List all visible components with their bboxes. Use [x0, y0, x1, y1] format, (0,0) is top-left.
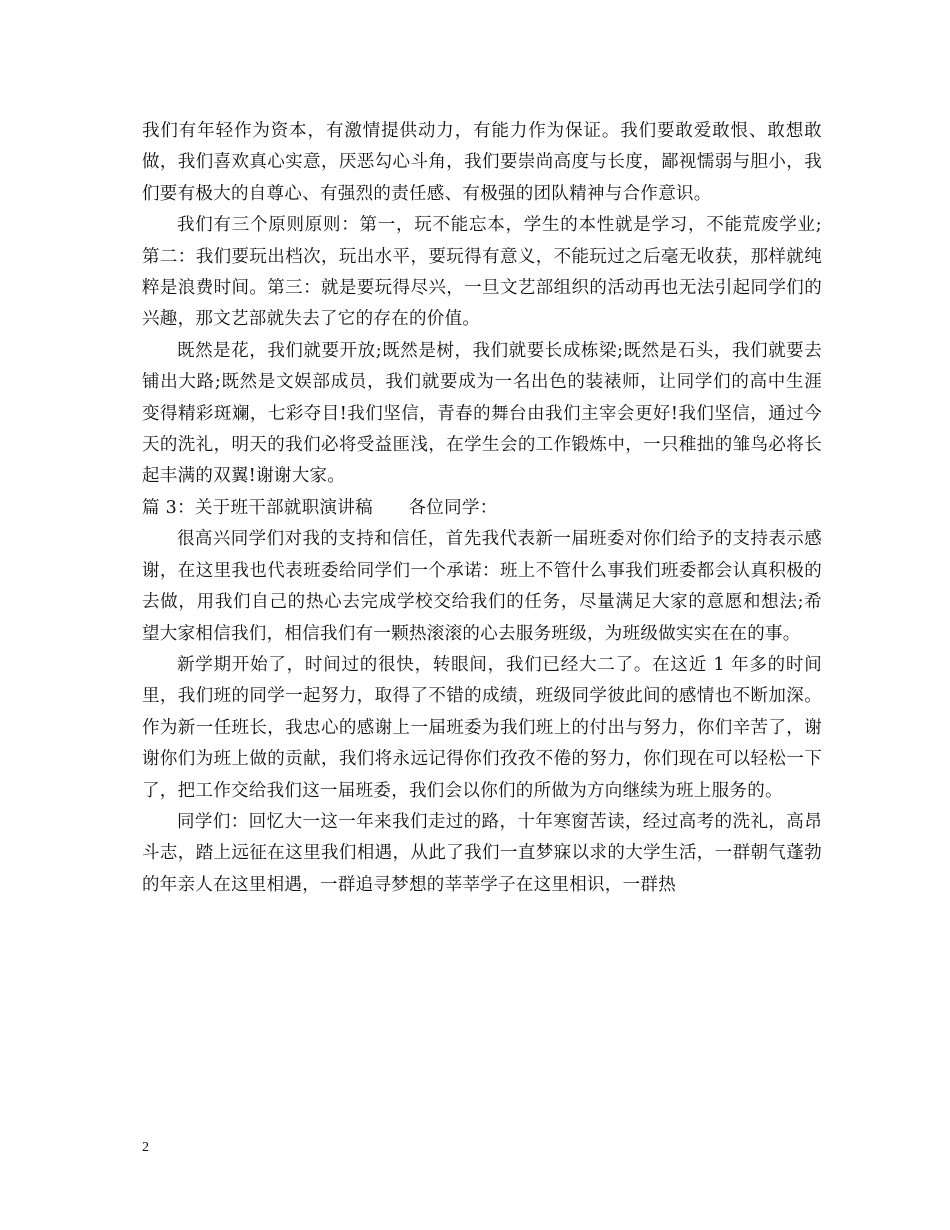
section-heading: 篇 3：关于班干部就职演讲稿 各位同学：: [142, 497, 498, 518]
paragraph: 同学们：回忆大一这一年来我们走过的路，十年寒窗苦读，经过高考的洗礼，高昂斗志，踏上远征在这里我们相遇，从此了我们一直梦寐以求的大学生活，一群朝气蓬勃的年亲人在这里相遇，一群追寻梦想的莘莘学子在这里相识，一群热: [142, 811, 822, 895]
paragraph: 很高兴同学们对我的支持和信任，首先我代表新一届班委对你们给予的支持表示感谢，在这里我也代表班委给同学们一个承诺：班上不管什么事我们班委都会认真积极的去做，用我们自己的热心去完成学校交给我们的任务，尽量满足大家的意愿和想法;希望大家相信我们，相信我们有一颗热滚滚的心去服务班级，为班级做实实在在的事。: [142, 529, 822, 644]
paragraph: 新学期开始了，时间过的很快，转眼间，我们已经大二了。在这近 1 年多的时间里，我们班的同学一起努力，取得了不错的成绩，班级同学彼此间的感情也不断加深。作为新一任班长，我忠心的感谢上一届班委为我们班上的付出与努力，你们辛苦了，谢谢你们为班上做的贡献，我们将永远记得你们孜孜不倦的努力，你们现在可以轻松一下了，把工作交给我们这一届班委，我们会以你们的所做为方向继续为班上服务的。: [142, 654, 822, 801]
page-body: [142, 116, 822, 901]
paragraph: 我们有年轻作为资本，有激情提供动力，有能力作为保证。我们要敢爱敢恨、敢想敢做，我们喜欢真心实意，厌恶勾心斗角，我们要崇尚高度与长度，鄙视懦弱与胆小，我们要有极大的自尊心、有强烈的责任感、有极强的团队精神与合作意识。: [142, 121, 822, 204]
paragraph: 既然是花，我们就要开放;既然是树，我们就要长成栋梁;既然是石头，我们就要去铺出大路;既然是文娱部成员，我们就要成为一名出色的装裱师，让同学们的高中生涯变得精彩斑斓，七彩夺目!我们坚信，青春的舞台由我们主宰会更好!我们坚信，通过今天的洗礼，明天的我们必将受益匪浅，在学生会的工作锻炼中，一只稚拙的雏鸟必将长起丰满的双翼!谢谢大家。: [142, 340, 822, 487]
paragraph: 我们有三个原则原则：第一，玩不能忘本，学生的本性就是学习，不能荒废学业;第二：我们要玩出档次，玩出水平，要玩得有意义，不能玩过之后毫无收获，那样就纯粹是浪费时间。第三：就是要玩得尽兴，一旦文艺部组织的活动再也无法引起同学们的兴趣，那文艺部就失去了它的存在的价值。: [142, 215, 822, 330]
page-number: 2: [142, 1140, 149, 1155]
